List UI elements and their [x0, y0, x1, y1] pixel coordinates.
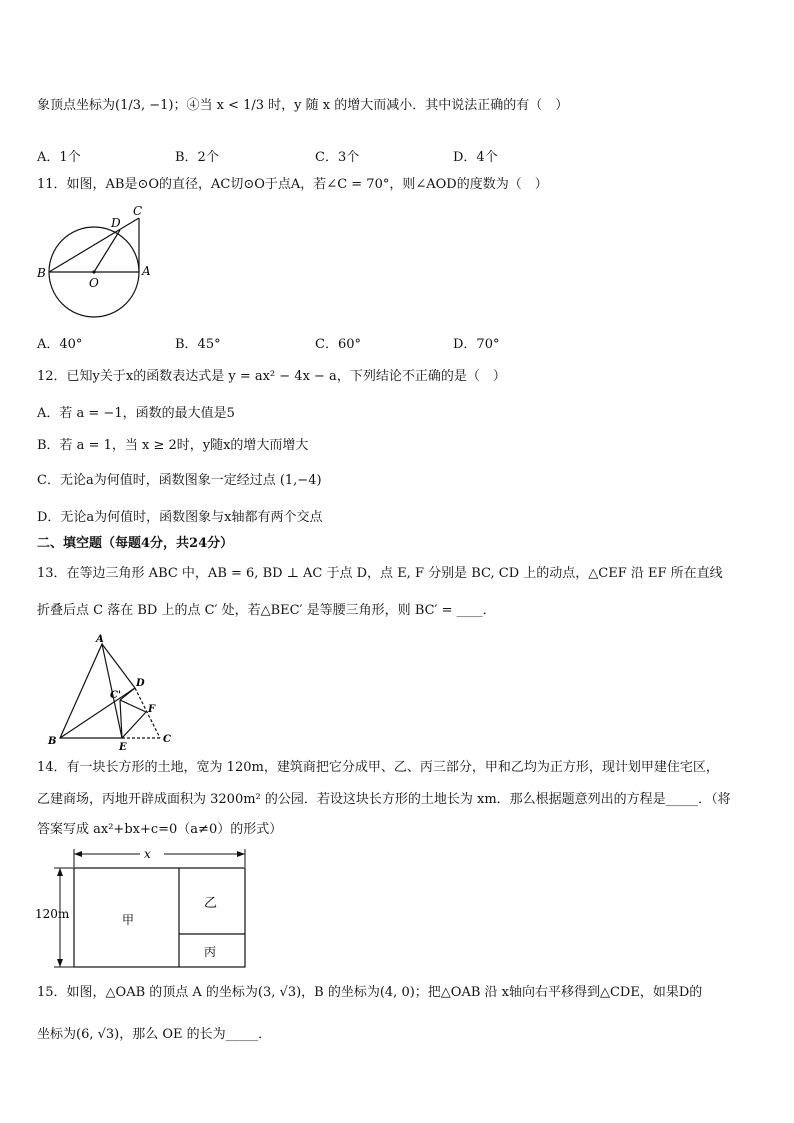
- q10-option-d[interactable]: D．4个: [453, 150, 498, 165]
- q10-option-c[interactable]: C．3个: [315, 150, 360, 165]
- label-e: E: [119, 742, 127, 753]
- label-a: A: [96, 634, 104, 645]
- q12-option-c[interactable]: C．无论a为何值时，函数图象一定经过点 (1,−4): [37, 473, 322, 488]
- arrow-head-bottom: [57, 959, 63, 967]
- q14-figure: [30, 845, 250, 971]
- outer-rect: [74, 868, 245, 967]
- segment-ef: [122, 712, 146, 738]
- q10-options: [37, 146, 597, 165]
- arrow-head-right: [237, 851, 245, 857]
- q10-stem-tail: 象顶点坐标为(1/3, −1)；④当 x < 1/3 时，y 随 x 的增大而减小．其中说法正确的有（ ）: [37, 98, 569, 113]
- q11-option-a[interactable]: A．40°: [37, 337, 83, 352]
- q15-line2: 坐标为(6, √3)，那么 OE 的长为_____．: [37, 1027, 272, 1042]
- q13-figure: [40, 630, 180, 752]
- q10-option-b[interactable]: B．2个: [175, 150, 219, 165]
- q14-line3: 答案写成 ax²+bx+c=0（a≠0）的形式）: [37, 822, 283, 837]
- segment-od: [94, 230, 120, 272]
- label-a: A: [142, 264, 151, 278]
- label-bing: 丙: [204, 945, 217, 959]
- q12-option-d[interactable]: D．无论a为何值时，函数图象与x轴都有两个交点: [37, 510, 323, 525]
- q11-option-b[interactable]: B．45°: [175, 337, 221, 352]
- label-c: C: [163, 734, 171, 745]
- q10-option-a[interactable]: A．1个: [37, 150, 81, 165]
- q11-stem: 11．如图，AB是⊙O的直径，AC切⊙O于点A，若∠C = 70°，则∠AOD的度数为（ ）: [37, 177, 548, 192]
- q15-line1: 15．如图，△OAB 的顶点 A 的坐标为(3, √3)，B 的坐标为(4, 0)；把△OAB 沿 x轴向右平移得到△CDE，如果D的: [37, 985, 703, 1000]
- arrow-head-left: [74, 851, 82, 857]
- q11-options: [37, 333, 597, 352]
- segment-bc: [49, 218, 139, 272]
- q11-option-d[interactable]: D．70°: [453, 337, 500, 352]
- q12-option-a[interactable]: A．若 a = −1，函数的最大值是5: [37, 406, 235, 421]
- arrow-head-top: [57, 868, 63, 876]
- q11-figure: [34, 202, 156, 294]
- label-d: D: [111, 216, 121, 230]
- label-b: B: [48, 736, 57, 747]
- label-c-prime: C': [110, 690, 122, 701]
- label-c: C: [133, 204, 143, 218]
- segment-dc1: [120, 688, 135, 700]
- label-o: O: [89, 276, 99, 290]
- label-f: F: [148, 704, 156, 715]
- q13-line1: 13．在等边三角形 ABC 中，AB = 6, BD ⊥ AC 于点 D，点 E, F 分别是 BC, CD 上的动点，△CEF 沿 EF 所在直线: [37, 566, 723, 581]
- label-width: 120m: [35, 907, 70, 921]
- q12-stem: 12．已知y关于x的函数表达式是 y = ax² − 4x − a，下列结论不正确的是（ ）: [37, 369, 506, 384]
- q11-option-c[interactable]: C．60°: [315, 337, 361, 352]
- label-jia: 甲: [122, 913, 135, 927]
- q12-option-b[interactable]: B．若 a = 1，当 x ≥ 2时，y随x的增大而增大: [37, 438, 309, 453]
- section-heading: 二、填空题（每题4分，共24分）: [37, 536, 234, 551]
- q13-line2: 折叠后点 C 落在 BD 上的点 C′ 处，若△BEC′ 是等腰三角形，则 BC′ = ____．: [37, 603, 496, 618]
- q14-line2: 乙建商场，丙地开辟成面积为 3200m² 的公园．若设这块长方形的土地长为 xm．那么根据题意列出的方程是_____．（将: [37, 792, 731, 807]
- label-x: x: [144, 847, 151, 861]
- label-yi: 乙: [204, 896, 218, 911]
- center-dot: [92, 270, 95, 273]
- label-b: B: [37, 266, 46, 280]
- label-d: D: [136, 678, 145, 689]
- q14-line1: 14．有一块长方形的土地，宽为 120m，建筑商把它分成甲、乙、丙三部分，甲和乙均为正方形，现计划甲建住宅区，: [37, 760, 719, 775]
